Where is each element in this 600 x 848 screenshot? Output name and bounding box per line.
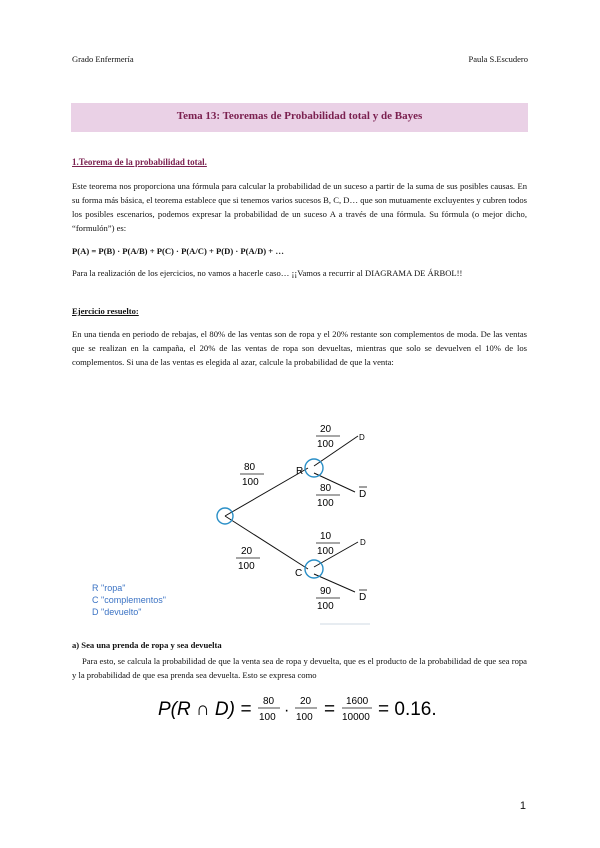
frac-R-D-den: 100 [317, 439, 334, 450]
intro-paragraph: Este teorema nos proporciona una fórmula para calcular la probabilidad de un suceso a partir de la suma de sus posibles causas. En su forma más básica, el teorema establece que si tenemos varios sucesos B, C, D… que son mutuamente excluyentes y cubren todos los posibles escenarios, podemos expresar la probabilidad de un suceso A a través de una fórmula. Su fórmula (o mejor dicho, “formulón”) es: [72, 181, 527, 233]
total-probability-formula: P(A) = P(B) · P(A/B) + P(C) · P(A/C) + P(D) · P(A/D) + … [72, 246, 284, 256]
svg-text:=: = [324, 699, 336, 720]
frac-C-notD-den: 100 [317, 601, 334, 612]
equation-lhs: P(R ∩ D) = [158, 699, 252, 720]
leaf-C-D: D [360, 538, 366, 547]
eq-f2-den: 100 [296, 712, 313, 723]
frac-root-R-num: 80 [244, 462, 256, 473]
header-left: Grado Enfermería [72, 54, 134, 64]
legend-item-d: D "devuelto" [92, 607, 142, 617]
page-number: 1 [519, 800, 526, 812]
node-R-label: R [296, 466, 304, 477]
eq-f2-num: 20 [300, 696, 312, 707]
leaf-R-D: D [359, 433, 365, 442]
example-paragraph: En una tienda en periodo de rebajas, el 80% de las ventas son de ropa y el 20% restante son complementos de moda. De las ventas que se realizan en la campaña, el 20% de las ventas de ropa son devueltas, mientras que solo se devuelven el 10% de los complementos. Si una de las ventas es elegida al azar, calcule la probabilidad de que la venta: [72, 329, 527, 367]
frac-C-notD-num: 90 [320, 586, 332, 597]
header-right: Paula S.Escudero [468, 54, 528, 64]
frac-R-D-num: 20 [320, 424, 332, 435]
node-C-label: C [295, 568, 303, 579]
intersection-equation [150, 690, 460, 730]
probability-tree-diagram [80, 410, 500, 630]
frac-root-R-den: 100 [242, 477, 259, 488]
leaf-C-notD: D [359, 592, 367, 603]
eq-f3-num: 1600 [346, 696, 369, 707]
page-title: Tema 13: Teoremas de Probabilidad total y de Bayes [176, 110, 423, 122]
eq-f3-den: 10000 [342, 712, 370, 723]
frac-C-D-den: 100 [317, 546, 334, 557]
legend-item-r: R "ropa" [92, 583, 126, 593]
exercise-note: Para la realización de los ejercicios, no vamos a hacerle caso… ¡¡Vamos a recurrir al DIAGRAMA DE ÁRBOL!! [72, 268, 463, 278]
frac-R-notD-den: 100 [317, 498, 334, 509]
frac-R-notD-num: 80 [320, 483, 332, 494]
example-heading: Ejercicio resuelto: [72, 306, 139, 316]
part-a-paragraph: Para esto, se calcula la probabilidad de que la venta sea de ropa y devuelta, que es el producto de la probabilidad de que sea ropa y la probabilidad de que esa prenda sea devuelta. Esto se expresa como [72, 656, 527, 680]
frac-C-D-num: 10 [320, 531, 332, 542]
frac-root-C-den: 100 [238, 561, 255, 572]
section-heading: 1.Teorema de la probabilidad total. [72, 157, 207, 167]
eq-f1-num: 80 [263, 696, 275, 707]
eq-f1-den: 100 [259, 712, 276, 723]
leaf-R-notD: D [359, 489, 367, 500]
frac-root-C-num: 20 [241, 546, 253, 557]
svg-text:·: · [284, 702, 290, 719]
part-a-heading: a) Sea una prenda de ropa y sea devuelta [72, 640, 222, 650]
equation-result: = 0.16. [378, 699, 437, 720]
legend-item-c: C "complementos" [92, 595, 166, 605]
